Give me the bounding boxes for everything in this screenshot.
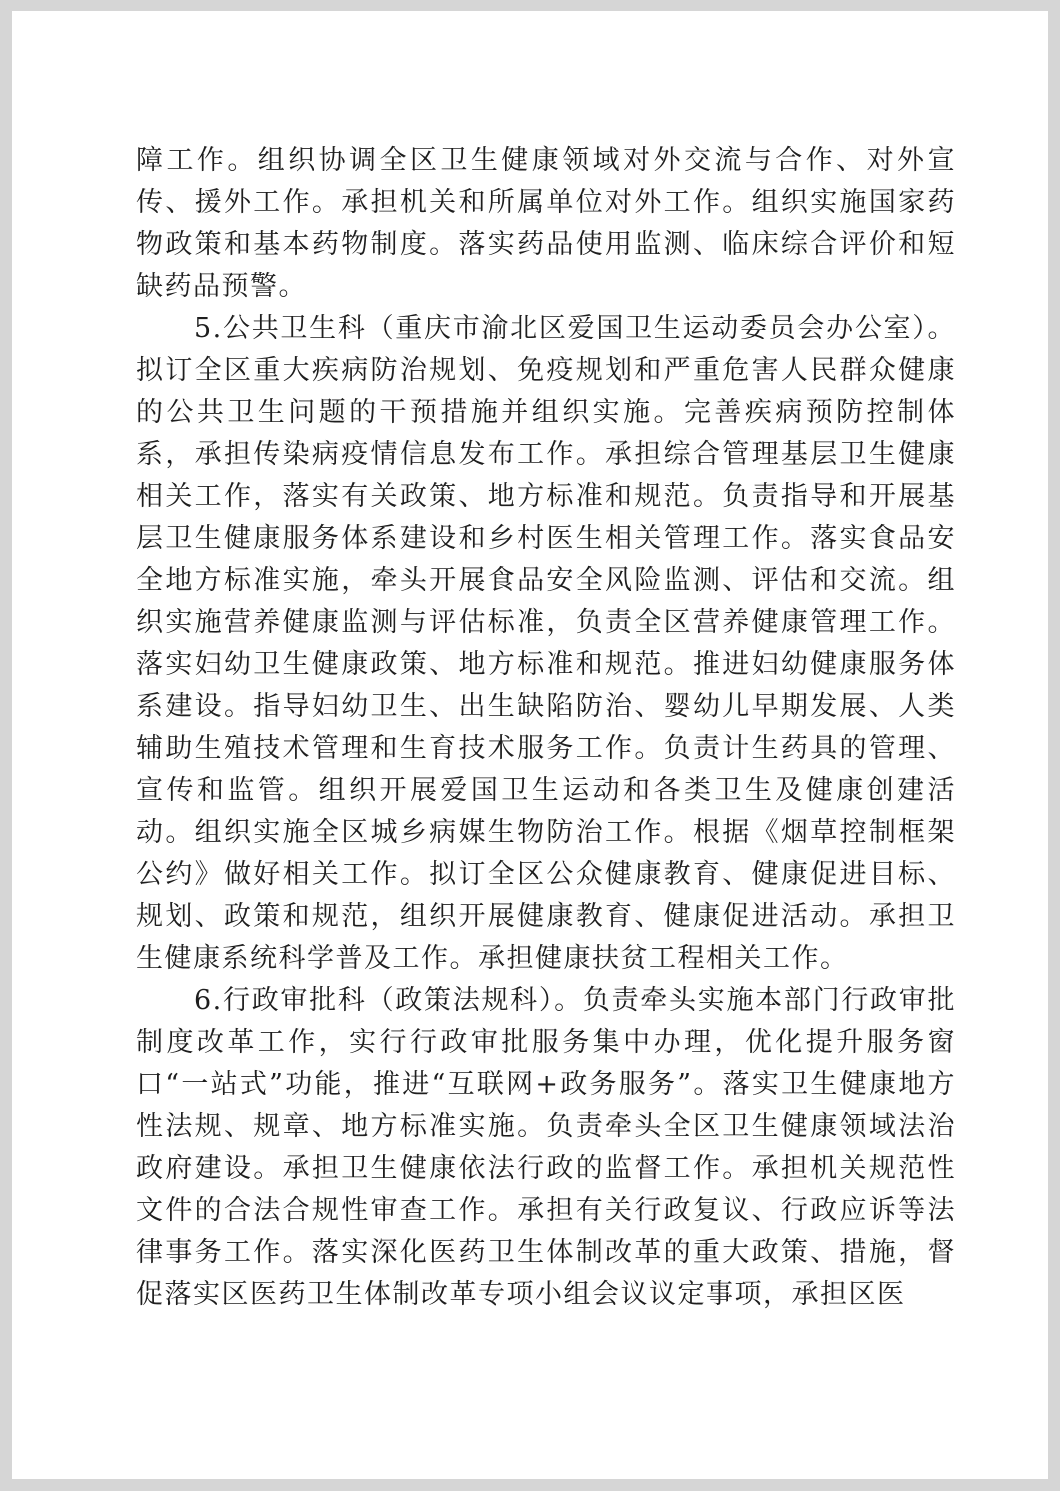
paragraph-public-health-section: 5.公共卫生科（重庆市渝北区爱国卫生运动委员会办公室）。拟订全区重大疾病防治规划、免疫规划和严重危害人民群众健康的公共卫生问题的干预措施并组织实施。完善疾病预防控制体系，承担传染病疫情信息发布工作。承担综合管理基层卫生健康相关工作，落实有关政策、地方标准和规范。负责指导和开展基层卫生健康服务体系建设和乡村医生相关管理工作。落实食品安全地方标准实施，牵头开展食品安全风险监测、评估和交流。组织实施营养健康监测与评估标准，负责全区营养健康管理工作。落实妇幼卫生健康政策、地方标准和规范。推进妇幼健康服务体系建设。指导妇幼卫生、出生缺陷防治、婴幼儿早期发展、人类辅助生殖技术管理和生育技术服务工作。负责计生药具的管理、宣传和监管。组织开展爱国卫生运动和各类卫生及健康创建活动。组织实施全区城乡病媒生物防治工作。根据《烟草控制框架公约》做好相关工作。拟订全区公众健康教育、健康促进目标、规划、政策和规范，组织开展健康教育、健康促进活动。承担卫生健康系统科学普及工作。承担健康扶贫工程相关工作。 xyxy=(136,313,956,974)
paragraph-administrative-approval-section: 6.行政审批科（政策法规科）。负责牵头实施本部门行政审批制度改革工作，实行行政审批服务集中办理，优化提升服务窗口“一站式”功能，推进“互联网+政务服务”。落实卫生健康地方性法规、规章、地方标准实施。负责牵头全区卫生健康领域法治政府建设。承担卫生健康依法行政的监督工作。承担机关规范性文件的合法合规性审查工作。承担有关行政复议、行政应诉等法律事务工作。落实深化医药卫生体制改革的重大政策、措施，督促落实区医药卫生体制改革专项小组会议议定事项，承担区医 xyxy=(136,985,956,1310)
paragraph-continuation: 障工作。组织协调全区卫生健康领域对外交流与合作、对外宣传、援外工作。承担机关和所属单位对外工作。组织实施国家药物政策和基本药物制度。落实药品使用监测、临床综合评价和短缺药品预警。 xyxy=(136,145,956,302)
document-body xyxy=(136,140,956,1316)
